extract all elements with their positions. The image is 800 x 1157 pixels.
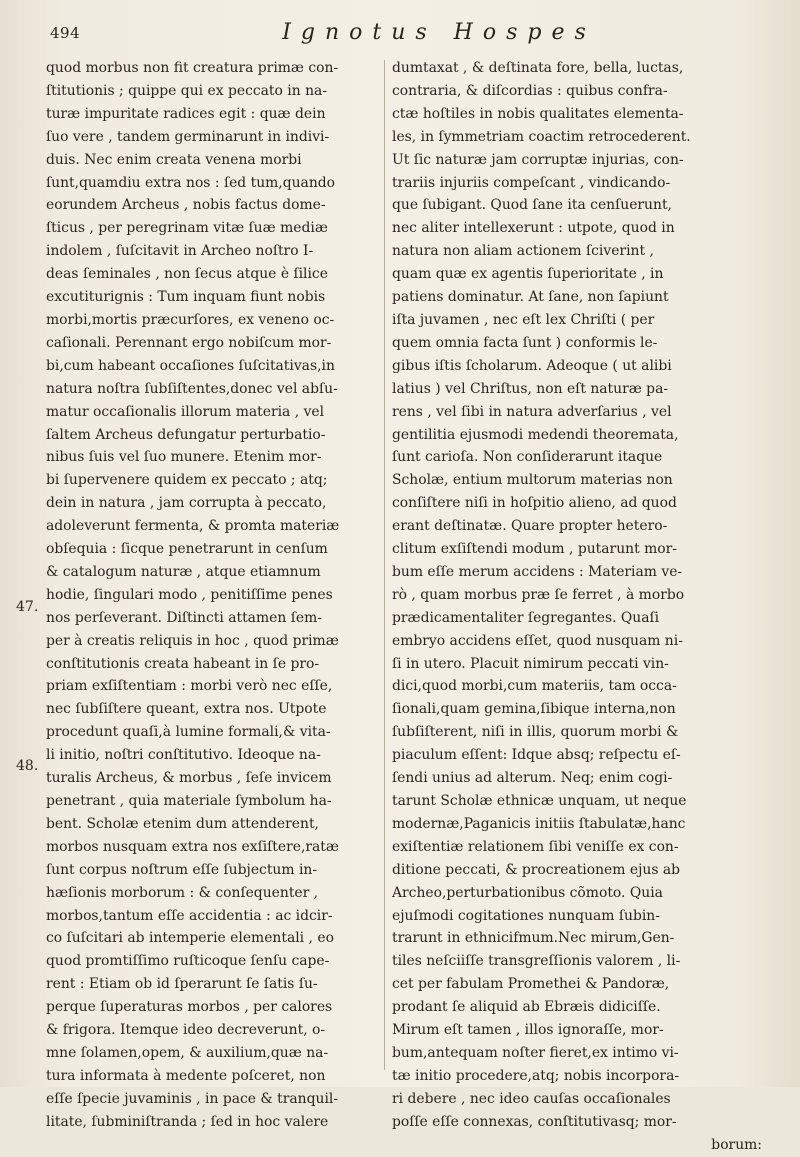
text-line: Archeo,perturbationibus cõmoto. Quia: [392, 884, 663, 901]
text-line: hodie, ſingulari modo , penitiſſime penes: [46, 586, 333, 603]
text-line: ri debere , nec ideo cauſas occaſionales: [392, 1090, 671, 1107]
text-line: Ut ſic naturæ jam corruptæ injurias, con-: [392, 151, 684, 168]
text-line: piaculum eſſent: Idque absq; reſpectu eſ-: [392, 747, 681, 764]
right-column: [392, 57, 772, 1157]
text-line: obſequia : ſicque penetrarunt in cenſum: [46, 541, 328, 558]
text-line: exiſtentiæ relationem ſibi veniſſe ex con-: [392, 838, 679, 855]
text-line: rent : Etiam ob id ſperarunt ſe ſatis ſu-: [46, 976, 318, 993]
text-line: erant deſtinatæ. Quare propter hetero-: [392, 518, 668, 535]
text-line: morbi,mortis præcurſores, ex veneno oc-: [46, 311, 335, 328]
text-line: ejuſmodi cogitationes nunquam ſubin-: [392, 907, 660, 924]
text-line: quod promtiſſimo ruſticoque ſenſu cape-: [46, 953, 330, 970]
text-line: bi ſupervenere quidem ex peccato ; atq;: [46, 472, 328, 489]
text-line: mne ſolamen,opem, & auxilium,quæ na-: [46, 1044, 329, 1061]
text-line: ſunt carioſa. Non conſiderarunt itaque: [392, 449, 663, 466]
text-line: eſſe ſpecie juvaminis , in pace & tranquil-: [46, 1090, 339, 1107]
text-line: Scholæ, entium multorum materias non: [392, 472, 673, 489]
text-line: procedunt quaſi,à lumine formali,& vita-: [46, 724, 331, 741]
text-line: rens , vel ſibi in natura adverſarius , vel: [392, 403, 672, 420]
text-line: contraria, & diſcordias : quibus confra-: [392, 82, 668, 99]
text-line: gibus iſtis ſcholarum. Adeoque ( ut alibi: [392, 357, 672, 374]
text-line: priam exſiſtentiam : morbi verò nec eſſe,: [46, 678, 333, 695]
text-line: bent. Scholæ etenim dum attenderent,: [46, 815, 319, 832]
catchword: borum:: [711, 1136, 762, 1153]
text-line: nec aliter intellexerunt : utpote, quod in: [392, 220, 675, 237]
text-line: trariis injuriis compeſcant , vindicando-: [392, 174, 671, 191]
text-line: dein in natura , jam corrupta à peccato,: [46, 495, 327, 512]
text-line: morbos nusquam extra nos exſiſtere,ratæ: [46, 838, 339, 855]
text-line: nos perſeverant. Diſtincti attamen ſem-: [46, 609, 322, 626]
text-line: ſi in utero. Placuit nimirum peccati vin-: [392, 655, 669, 672]
text-line: bum eſſe merum accidens : Materiam ve-: [392, 563, 683, 580]
text-line: latius ) vel Chriſtus, non eſt naturæ pa-: [392, 380, 669, 397]
text-line: rò , quam morbus præ ſe ferret , à morbo: [392, 586, 685, 603]
text-line: ſubſiſterent, niſi in illis, quorum morbi &: [392, 724, 679, 741]
text-line: quem omnia facta ſunt ) conformis le-: [392, 334, 658, 351]
text-line: turalis Archeus, & morbus , ſeſe invicem: [46, 770, 332, 787]
text-line: dici,quod morbi,cum materiis, tam occa-: [392, 678, 677, 695]
text-line: trarunt in ethnicifmum.Nec mirum,Gen-: [392, 930, 675, 947]
text-line: & frigora. Itemque ideo decreverunt, o-: [46, 1022, 326, 1039]
text-line: poſſe eſſe connexas, conſtitutivasq; mor-: [392, 1113, 677, 1130]
text-line: clitum exſiſtendi modum , putarunt mor-: [392, 541, 677, 558]
text-line: ſuo vere , tandem germinarunt in indivi-: [46, 128, 330, 145]
text-line: les, in ſymmetriam coactim retrocederent.: [392, 128, 691, 145]
text-line: duis. Nec enim creata venena morbi: [46, 151, 302, 168]
text-line: adoleverunt fermenta, & promta materiæ: [46, 518, 340, 535]
text-line: conſtitutionis creata habeant in ſe pro-: [46, 655, 320, 672]
text-line: conſiſtere niſi in hoſpitio alieno, ad quod: [392, 495, 677, 512]
text-line: ſaltem Archeus defungatur perturbatio-: [46, 426, 326, 443]
text-line: ſionali,quam gemina,ſibique interna,non: [392, 701, 676, 718]
text-line: ſendi unius ad alterum. Neq; enim cogi-: [392, 770, 673, 787]
margin-paragraph-number: 47.: [16, 599, 39, 615]
text-line: ctæ hoſtiles in nobis qualitates elementa-: [392, 105, 684, 122]
text-line: matur occaſionalis illorum materia , vel: [46, 403, 325, 420]
text-line: iſta juvamen , nec eſt lex Chriſti ( per: [392, 311, 655, 328]
page-number: 494: [50, 24, 81, 42]
text-line: li initio, noſtri conſtitutivo. Ideoque na-: [46, 747, 321, 764]
text-line: deas ſeminales , non ſecus atque è ſilice: [46, 266, 328, 283]
margin-paragraph-number: 48.: [16, 758, 39, 774]
text-line: quod morbus non fit creatura primæ con-: [46, 60, 339, 76]
text-line: litate, ſubminiſtranda ; ſed in hoc valere: [46, 1113, 329, 1130]
text-line: morbos,tantum eſſe accidentia : ac idcir-: [46, 907, 333, 924]
text-line: cet per fabulam Promethei & Pandoræ,: [392, 976, 670, 993]
text-line: perque ſuperaturas morbos , per calores: [46, 999, 333, 1016]
text-line: gentilitia ejusmodi medendi theoremata,: [392, 426, 679, 443]
text-line: & catalogum naturæ , atque etiamnum: [46, 563, 321, 580]
text-line: natura non aliam actionem ſciverint ,: [392, 243, 654, 260]
text-line: per à creatis reliquis in hoc , quod primæ: [46, 632, 339, 649]
text-line: ſunt,quamdiu extra nos : ſed tum,quando: [46, 174, 336, 191]
text-line: patiens dominatur. At ſane, non ſapiunt: [392, 289, 669, 306]
text-line: bum,antequam noſter fieret,ex intimo vi-: [392, 1044, 679, 1061]
text-line: tura informata à medente poſceret, non: [46, 1067, 326, 1084]
text-line: tarunt Scholæ ethnicæ unquam, ut neque: [392, 793, 687, 809]
text-line: prodant ſe aliquid ab Ebræis didiciſſe.: [392, 999, 661, 1016]
text-line: tiles neſciiſſe transgreſſionis valorem , li-: [392, 953, 681, 970]
text-line: modernæ,Paganicis initiis ſtabulatæ,hanc: [392, 815, 686, 832]
running-title: Ignotus Hospes: [282, 20, 596, 45]
page-header: [40, 20, 778, 52]
text-line: embryo accidens eſſet, quod nusquam ni-: [392, 632, 683, 649]
text-line: nec ſubſiſtere queant, extra nos. Utpote: [46, 701, 327, 718]
text-line: excutiturignis : Tum inquam fiunt nobis: [46, 289, 326, 306]
text-line: ſticus , per peregrinam vitæ ſuæ mediæ: [46, 220, 328, 237]
text-line: prædicamentaliter ſegregantes. Quaſi: [392, 609, 660, 626]
text-line: ſunt corpus noſtrum eſſe ſubjectum in-: [46, 861, 318, 878]
text-line: bi,cum habeant occaſiones ſuſcitativas,in: [46, 357, 335, 374]
text-line: hæſionis morborum : & conſequenter ,: [46, 884, 319, 901]
text-line: dumtaxat , & deſtinata fore, bella, luctas,: [392, 60, 684, 76]
left-column: [46, 57, 378, 1134]
text-line: tæ initio procedere,atq; nobis incorpora-: [392, 1067, 680, 1084]
text-line: que ſubigant. Quod ſane ita cenſuerunt,: [392, 197, 672, 214]
text-line: turæ impuritate radices egit : quæ dein: [46, 105, 326, 122]
text-line: nibus ſuis vel ſuo munere. Etenim mor-: [46, 449, 322, 466]
column-divider: [384, 60, 385, 1070]
text-line: natura noſtra ſubſiſtentes,donec vel abſu-: [46, 380, 338, 397]
text-line: caſionali. Perennant ergo nobiſcum mor-: [46, 334, 332, 351]
text-line: Mirum eſt tamen , illos ignoraſſe, mor-: [392, 1022, 664, 1039]
text-line: co ſuſcitari ab intemperie elementali , eo: [46, 930, 334, 947]
text-line: ditione peccati, & procreationem ejus ab: [392, 861, 681, 878]
text-line: indolem , ſuſcitavit in Archeo noſtro I-: [46, 243, 314, 260]
text-line: quam quæ ex agentis ſuperioritate , in: [392, 266, 664, 283]
text-line: ſtitutionis ; quippe qui ex peccato in na-: [46, 82, 328, 99]
text-line: penetrant , quia materiale ſymbolum ha-: [46, 793, 332, 809]
text-line: eorundem Archeus , nobis factus dome-: [46, 197, 326, 214]
